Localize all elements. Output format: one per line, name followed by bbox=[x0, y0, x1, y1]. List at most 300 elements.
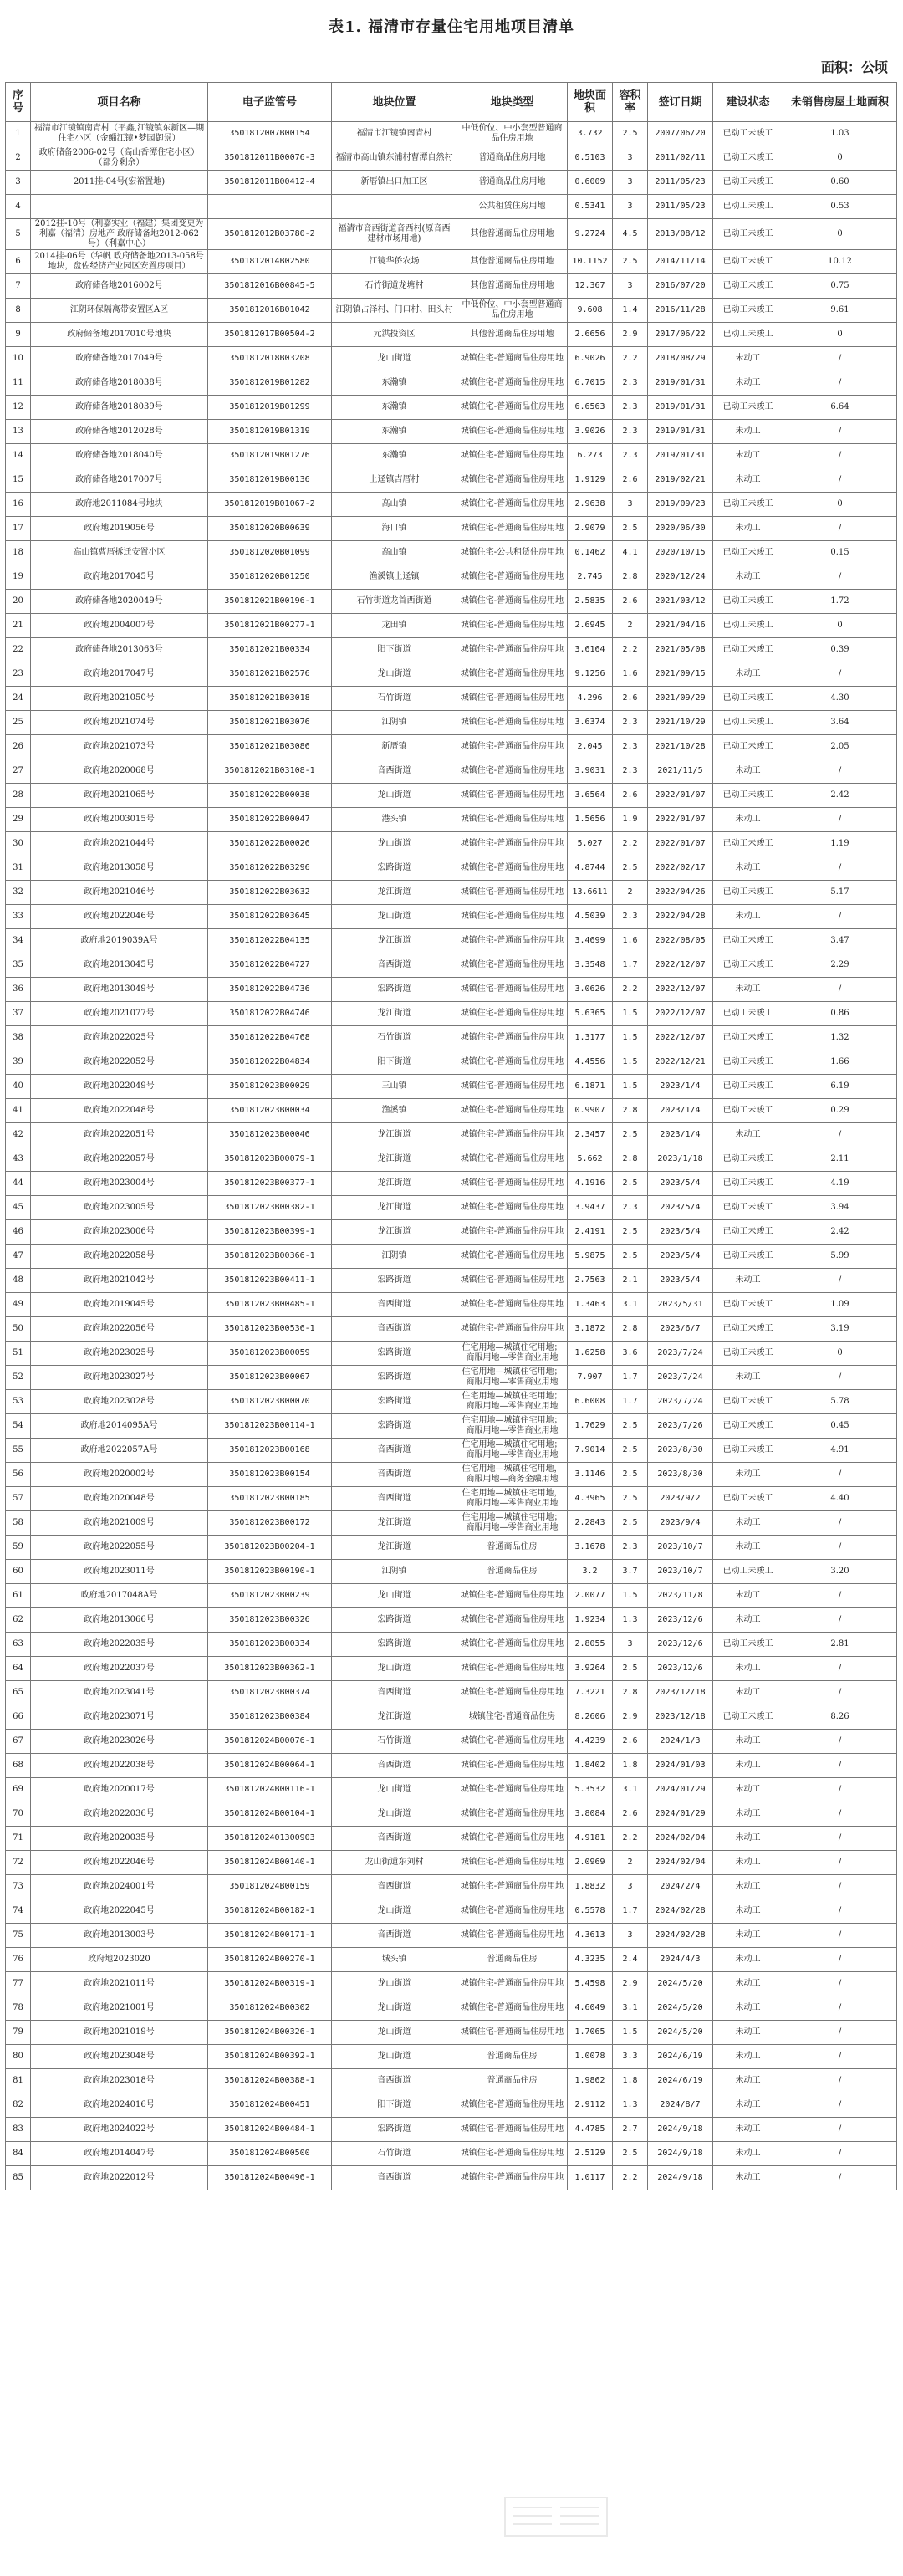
cell-area: 0.5578 bbox=[568, 1899, 613, 1924]
cell-index: 54 bbox=[6, 1414, 31, 1439]
cell-area: 0.5341 bbox=[568, 195, 613, 219]
cell-project-name: 政府储备地2017049号 bbox=[31, 347, 208, 371]
cell-land-type: 其他普通商品住房用地 bbox=[457, 250, 568, 274]
cell-plot-ratio: 3 bbox=[613, 274, 648, 299]
cell-plot-ratio: 1.5 bbox=[613, 1050, 648, 1075]
cell-index: 23 bbox=[6, 662, 31, 687]
cell-supervision-no: 3501812021B02576 bbox=[208, 662, 332, 687]
cell-area: 0.6009 bbox=[568, 171, 613, 195]
cell-index: 29 bbox=[6, 808, 31, 832]
cell-project-name: 政府地2022057A号 bbox=[31, 1439, 208, 1463]
table-row bbox=[6, 1245, 897, 1269]
table-row bbox=[6, 371, 897, 396]
cell-location: 龙江街道 bbox=[332, 1220, 457, 1245]
cell-sign-date: 2023/12/6 bbox=[648, 1633, 713, 1657]
cell-sign-date: 2021/10/29 bbox=[648, 711, 713, 735]
cell-area: 2.745 bbox=[568, 565, 613, 590]
cell-plot-ratio: 2.5 bbox=[613, 1487, 648, 1511]
cell-status: 已动工未竣工 bbox=[713, 784, 783, 808]
cell-project-name: 政府储备地2018040号 bbox=[31, 444, 208, 468]
cell-area: 3.6564 bbox=[568, 784, 613, 808]
cell-land-type: 城镇住宅-普通商品住房用地 bbox=[457, 1802, 568, 1827]
cell-sign-date: 2024/5/20 bbox=[648, 1996, 713, 2021]
cell-land-type: 城镇住宅-普通商品住房用地 bbox=[457, 1123, 568, 1147]
cell-supervision-no: 3501812023B00485-1 bbox=[208, 1293, 332, 1317]
cell-status: 已动工未竣工 bbox=[713, 735, 783, 759]
cell-supervision-no: 3501812021B03108-1 bbox=[208, 759, 332, 784]
cell-area: 2.6945 bbox=[568, 614, 613, 638]
cell-status: 已动工未竣工 bbox=[713, 1317, 783, 1342]
table-row bbox=[6, 1147, 897, 1172]
cell-land-type: 城镇住宅-普通商品住房用地 bbox=[457, 347, 568, 371]
table-row bbox=[6, 1026, 897, 1050]
cell-status: 已动工未竣工 bbox=[713, 323, 783, 347]
cell-status: 未动工 bbox=[713, 1366, 783, 1390]
cell-sign-date: 2023/7/26 bbox=[648, 1414, 713, 1439]
cell-sign-date: 2019/01/31 bbox=[648, 420, 713, 444]
table-row bbox=[6, 614, 897, 638]
cell-sign-date: 2022/12/21 bbox=[648, 1050, 713, 1075]
cell-unsold-area: / bbox=[783, 808, 897, 832]
cell-status: 已动工未竣工 bbox=[713, 832, 783, 856]
cell-area: 3.1146 bbox=[568, 1463, 613, 1487]
cell-unsold-area: 3.64 bbox=[783, 711, 897, 735]
cell-status: 已动工未竣工 bbox=[713, 590, 783, 614]
cell-status: 未动工 bbox=[713, 1899, 783, 1924]
cell-index: 36 bbox=[6, 978, 31, 1002]
cell-project-name: 政府地2023005号 bbox=[31, 1196, 208, 1220]
cell-land-type: 城镇住宅-普通商品住房用地 bbox=[457, 1050, 568, 1075]
cell-supervision-no: 3501812024B00116-1 bbox=[208, 1778, 332, 1802]
cell-index: 27 bbox=[6, 759, 31, 784]
cell-plot-ratio: 1.6 bbox=[613, 929, 648, 953]
table-row bbox=[6, 1778, 897, 1802]
cell-status: 未动工 bbox=[713, 444, 783, 468]
cell-project-name: 政府地2021065号 bbox=[31, 784, 208, 808]
cell-supervision-no: 3501812024B00326-1 bbox=[208, 2021, 332, 2045]
cell-unsold-area: / bbox=[783, 856, 897, 881]
cell-project-name: 高山镇曹厝拆迁安置小区 bbox=[31, 541, 208, 565]
cell-index: 83 bbox=[6, 2118, 31, 2142]
cell-unsold-area: / bbox=[783, 2142, 897, 2166]
cell-unsold-area: 2.11 bbox=[783, 1147, 897, 1172]
cell-land-type: 城镇住宅-普通商品住房用地 bbox=[457, 517, 568, 541]
cell-area: 0.9907 bbox=[568, 1099, 613, 1123]
cell-unsold-area: 1.32 bbox=[783, 1026, 897, 1050]
cell-sign-date: 2020/10/15 bbox=[648, 541, 713, 565]
table-row bbox=[6, 2142, 897, 2166]
cell-supervision-no: 3501812019B01067-2 bbox=[208, 493, 332, 517]
cell-location: 渔溪镇上迳镇 bbox=[332, 565, 457, 590]
cell-supervision-no: 3501812023B00536-1 bbox=[208, 1317, 332, 1342]
table-row bbox=[6, 517, 897, 541]
cell-location: 龙山街道 bbox=[332, 1899, 457, 1924]
cell-plot-ratio: 2.6 bbox=[613, 1730, 648, 1754]
table-row bbox=[6, 1414, 897, 1439]
cell-sign-date: 2023/9/2 bbox=[648, 1487, 713, 1511]
cell-area: 7.907 bbox=[568, 1366, 613, 1390]
cell-plot-ratio: 1.3 bbox=[613, 2093, 648, 2118]
table-row bbox=[6, 1536, 897, 1560]
cell-land-type: 城镇住宅-普通商品住房用地 bbox=[457, 929, 568, 953]
cell-plot-ratio: 2.6 bbox=[613, 1802, 648, 1827]
cell-index: 4 bbox=[6, 195, 31, 219]
cell-land-type: 城镇住宅-普通商品住房用地 bbox=[457, 1608, 568, 1633]
cell-project-name: 政府地2024016号 bbox=[31, 2093, 208, 2118]
cell-status: 未动工 bbox=[713, 1536, 783, 1560]
cell-location: 龙江街道 bbox=[332, 1002, 457, 1026]
land-project-table bbox=[5, 82, 897, 2190]
table-row bbox=[6, 1511, 897, 1536]
cell-unsold-area: / bbox=[783, 371, 897, 396]
cell-sign-date: 2014/11/14 bbox=[648, 250, 713, 274]
cell-index: 53 bbox=[6, 1390, 31, 1414]
cell-unsold-area: 0 bbox=[783, 146, 897, 171]
cell-unsold-area: / bbox=[783, 2021, 897, 2045]
cell-supervision-no: 3501812023B00168 bbox=[208, 1439, 332, 1463]
cell-land-type: 城镇住宅-普通商品住房用地 bbox=[457, 784, 568, 808]
cell-project-name: 政府地2021001号 bbox=[31, 1996, 208, 2021]
cell-location: 石竹街道龙塘村 bbox=[332, 274, 457, 299]
table-row bbox=[6, 881, 897, 905]
cell-status: 已动工未竣工 bbox=[713, 1026, 783, 1050]
table-row bbox=[6, 1705, 897, 1730]
cell-land-type: 普通商品住房 bbox=[457, 2045, 568, 2069]
cell-sign-date: 2022/12/07 bbox=[648, 953, 713, 978]
cell-project-name: 政府地2019045号 bbox=[31, 1293, 208, 1317]
table-row bbox=[6, 2069, 897, 2093]
cell-location: 元洪投资区 bbox=[332, 323, 457, 347]
cell-location: 音西街道 bbox=[332, 2166, 457, 2190]
table-row bbox=[6, 687, 897, 711]
cell-location: 龙山街道 bbox=[332, 2045, 457, 2069]
cell-location: 三山镇 bbox=[332, 1075, 457, 1099]
cell-area: 5.3532 bbox=[568, 1778, 613, 1802]
cell-sign-date: 2013/08/12 bbox=[648, 219, 713, 250]
cell-plot-ratio: 2.5 bbox=[613, 1657, 648, 1681]
cell-land-type: 其他普通商品住房用地 bbox=[457, 274, 568, 299]
table-row bbox=[6, 1996, 897, 2021]
cell-index: 67 bbox=[6, 1730, 31, 1754]
cell-area: 4.3613 bbox=[568, 1924, 613, 1948]
cell-land-type: 城镇住宅-普通商品住房用地 bbox=[457, 1196, 568, 1220]
cell-unsold-area: / bbox=[783, 1899, 897, 1924]
table-row bbox=[6, 1875, 897, 1899]
cell-area: 0.1462 bbox=[568, 541, 613, 565]
cell-location: 石竹街道 bbox=[332, 1730, 457, 1754]
cell-location: 宏路街道 bbox=[332, 978, 457, 1002]
cell-unsold-area: 0.39 bbox=[783, 638, 897, 662]
cell-land-type: 住宅用地—城镇住宅用地；商服用地—零售商业用地 bbox=[457, 1342, 568, 1366]
table-row bbox=[6, 299, 897, 323]
cell-status: 已动工未竣工 bbox=[713, 250, 783, 274]
cell-supervision-no: 3501812023B00172 bbox=[208, 1511, 332, 1536]
cell-plot-ratio: 2.4 bbox=[613, 1948, 648, 1972]
table-row bbox=[6, 1827, 897, 1851]
cell-land-type: 城镇住宅-普通商品住房用地 bbox=[457, 662, 568, 687]
table-row bbox=[6, 2166, 897, 2190]
cell-index: 80 bbox=[6, 2045, 31, 2069]
cell-location: 龙山街道 bbox=[332, 347, 457, 371]
table-row bbox=[6, 1196, 897, 1220]
cell-status: 已动工未竣工 bbox=[713, 274, 783, 299]
cell-land-type: 城镇住宅-普通商品住房用地 bbox=[457, 978, 568, 1002]
cell-area: 2.3457 bbox=[568, 1123, 613, 1147]
cell-project-name: 政府地2019056号 bbox=[31, 517, 208, 541]
cell-plot-ratio: 2.3 bbox=[613, 420, 648, 444]
header-supervision-no: 电子监管号 bbox=[208, 83, 332, 122]
cell-unsold-area: / bbox=[783, 1754, 897, 1778]
cell-area: 9.608 bbox=[568, 299, 613, 323]
cell-unsold-area: 1.66 bbox=[783, 1050, 897, 1075]
header-index: 序号 bbox=[6, 83, 31, 122]
cell-location: 龙山街道 bbox=[332, 905, 457, 929]
cell-supervision-no: 3501812011B00076-3 bbox=[208, 146, 332, 171]
cell-area: 1.3463 bbox=[568, 1293, 613, 1317]
cell-sign-date: 2024/01/03 bbox=[648, 1754, 713, 1778]
cell-sign-date: 2011/05/23 bbox=[648, 171, 713, 195]
cell-location: 音西街道 bbox=[332, 1463, 457, 1487]
cell-land-type: 城镇住宅-普通商品住房用地 bbox=[457, 735, 568, 759]
cell-area: 12.367 bbox=[568, 274, 613, 299]
cell-sign-date: 2023/1/4 bbox=[648, 1099, 713, 1123]
cell-supervision-no: 3501812024B00451 bbox=[208, 2093, 332, 2118]
cell-index: 81 bbox=[6, 2069, 31, 2093]
cell-status: 未动工 bbox=[713, 1778, 783, 1802]
cell-unsold-area: 9.61 bbox=[783, 299, 897, 323]
cell-index: 48 bbox=[6, 1269, 31, 1293]
cell-unsold-area: 0 bbox=[783, 323, 897, 347]
cell-project-name: 政府地2022049号 bbox=[31, 1075, 208, 1099]
cell-location: 阳下街道 bbox=[332, 1050, 457, 1075]
cell-area: 0.5103 bbox=[568, 146, 613, 171]
cell-land-type: 城镇住宅-公共租赁住房用地 bbox=[457, 541, 568, 565]
cell-status: 未动工 bbox=[713, 662, 783, 687]
cell-index: 33 bbox=[6, 905, 31, 929]
cell-project-name: 政府地2023004号 bbox=[31, 1172, 208, 1196]
cell-unsold-area: 4.91 bbox=[783, 1439, 897, 1463]
cell-area: 4.296 bbox=[568, 687, 613, 711]
cell-land-type: 住宅用地—城镇住宅用地；商服用地—零售商业用地 bbox=[457, 1414, 568, 1439]
cell-unsold-area: / bbox=[783, 1802, 897, 1827]
cell-plot-ratio: 3.7 bbox=[613, 1560, 648, 1584]
table-row bbox=[6, 929, 897, 953]
cell-project-name: 政府地2023028号 bbox=[31, 1390, 208, 1414]
cell-sign-date: 2023/10/7 bbox=[648, 1536, 713, 1560]
cell-land-type: 普通商品住房 bbox=[457, 2069, 568, 2093]
table-row bbox=[6, 1002, 897, 1026]
cell-land-type: 城镇住宅-普通商品住房用地 bbox=[457, 565, 568, 590]
cell-land-type: 城镇住宅-普通商品住房用地 bbox=[457, 1657, 568, 1681]
cell-location: 上迳镇吉厝村 bbox=[332, 468, 457, 493]
cell-unsold-area: / bbox=[783, 1681, 897, 1705]
cell-location: 音西街道 bbox=[332, 1827, 457, 1851]
cell-index: 63 bbox=[6, 1633, 31, 1657]
cell-land-type: 普通商品住房 bbox=[457, 1948, 568, 1972]
cell-project-name: 政府储备地2020049号 bbox=[31, 590, 208, 614]
cell-index: 52 bbox=[6, 1366, 31, 1390]
cell-area: 2.8055 bbox=[568, 1633, 613, 1657]
cell-area: 4.9181 bbox=[568, 1827, 613, 1851]
cell-location: 东瀚镇 bbox=[332, 396, 457, 420]
cell-location: 音西街道 bbox=[332, 953, 457, 978]
cell-area: 3.8084 bbox=[568, 1802, 613, 1827]
cell-area: 3.3548 bbox=[568, 953, 613, 978]
table-row bbox=[6, 1657, 897, 1681]
cell-unsold-area: 0 bbox=[783, 1342, 897, 1366]
cell-plot-ratio: 2.9 bbox=[613, 323, 648, 347]
cell-area: 4.3965 bbox=[568, 1487, 613, 1511]
cell-location: 江镜华侨农场 bbox=[332, 250, 457, 274]
cell-supervision-no: 3501812022B04746 bbox=[208, 1002, 332, 1026]
cell-unsold-area: 0.86 bbox=[783, 1002, 897, 1026]
cell-location: 龙江街道 bbox=[332, 1147, 457, 1172]
cell-plot-ratio: 3 bbox=[613, 1633, 648, 1657]
cell-status: 未动工 bbox=[713, 808, 783, 832]
cell-project-name: 政府储备地2017007号 bbox=[31, 468, 208, 493]
cell-project-name: 政府地2020048号 bbox=[31, 1487, 208, 1511]
cell-area: 1.9862 bbox=[568, 2069, 613, 2093]
cell-location: 龙山街道 bbox=[332, 784, 457, 808]
cell-sign-date: 2023/5/4 bbox=[648, 1172, 713, 1196]
header-area: 地块面积 bbox=[568, 83, 613, 122]
cell-location: 宏路街道 bbox=[332, 1633, 457, 1657]
cell-plot-ratio: 2.3 bbox=[613, 711, 648, 735]
table-row bbox=[6, 1123, 897, 1147]
cell-plot-ratio: 2.5 bbox=[613, 1463, 648, 1487]
cell-location: 龙山街道 bbox=[332, 1996, 457, 2021]
cell-location: 江阴镇 bbox=[332, 1560, 457, 1584]
cell-unsold-area: / bbox=[783, 1778, 897, 1802]
cell-location: 石竹街道 bbox=[332, 1026, 457, 1050]
cell-land-type: 普通商品住房 bbox=[457, 1536, 568, 1560]
cell-land-type: 城镇住宅-普通商品住房用地 bbox=[457, 1584, 568, 1608]
cell-supervision-no: 3501812024B00484-1 bbox=[208, 2118, 332, 2142]
cell-location: 新厝镇 bbox=[332, 735, 457, 759]
cell-unsold-area: 1.19 bbox=[783, 832, 897, 856]
cell-project-name: 政府地2022051号 bbox=[31, 1123, 208, 1147]
cell-sign-date: 2023/5/4 bbox=[648, 1245, 713, 1269]
cell-project-name: 政府地2021074号 bbox=[31, 711, 208, 735]
cell-project-name: 政府地2003015号 bbox=[31, 808, 208, 832]
cell-plot-ratio: 3 bbox=[613, 493, 648, 517]
cell-project-name: 政府地2021019号 bbox=[31, 2021, 208, 2045]
cell-unsold-area: 0.15 bbox=[783, 541, 897, 565]
cell-index: 20 bbox=[6, 590, 31, 614]
cell-status: 未动工 bbox=[713, 2093, 783, 2118]
cell-area: 4.4239 bbox=[568, 1730, 613, 1754]
cell-sign-date: 2024/01/29 bbox=[648, 1802, 713, 1827]
cell-land-type: 城镇住宅-普通商品住房用地 bbox=[457, 1026, 568, 1050]
cell-area: 6.6563 bbox=[568, 396, 613, 420]
cell-location: 高山镇 bbox=[332, 541, 457, 565]
cell-land-type: 普通商品住房 bbox=[457, 1560, 568, 1584]
cell-sign-date: 2024/02/28 bbox=[648, 1924, 713, 1948]
cell-area: 4.3235 bbox=[568, 1948, 613, 1972]
table-row bbox=[6, 638, 897, 662]
cell-unsold-area: / bbox=[783, 978, 897, 1002]
cell-location: 龙江街道 bbox=[332, 1196, 457, 1220]
cell-supervision-no: 3501812023B00046 bbox=[208, 1123, 332, 1147]
cell-status: 已动工未竣工 bbox=[713, 1172, 783, 1196]
cell-location: 龙江街道 bbox=[332, 1511, 457, 1536]
cell-sign-date: 2024/02/04 bbox=[648, 1851, 713, 1875]
cell-area: 2.2843 bbox=[568, 1511, 613, 1536]
cell-land-type: 城镇住宅-普通商品住房用地 bbox=[457, 420, 568, 444]
cell-sign-date: 2024/2/4 bbox=[648, 1875, 713, 1899]
cell-area: 4.1916 bbox=[568, 1172, 613, 1196]
cell-status: 已动工未竣工 bbox=[713, 146, 783, 171]
cell-index: 50 bbox=[6, 1317, 31, 1342]
cell-unsold-area: 5.17 bbox=[783, 881, 897, 905]
cell-unsold-area: 2.29 bbox=[783, 953, 897, 978]
cell-supervision-no: 3501812019B01282 bbox=[208, 371, 332, 396]
cell-index: 49 bbox=[6, 1293, 31, 1317]
cell-area: 9.2724 bbox=[568, 219, 613, 250]
table-row bbox=[6, 2118, 897, 2142]
cell-sign-date: 2024/9/18 bbox=[648, 2166, 713, 2190]
cell-land-type: 城镇住宅-普通商品住房用地 bbox=[457, 1245, 568, 1269]
cell-land-type: 城镇住宅-普通商品住房用地 bbox=[457, 1293, 568, 1317]
cell-area: 1.9129 bbox=[568, 468, 613, 493]
cell-plot-ratio: 1.7 bbox=[613, 1899, 648, 1924]
cell-land-type: 城镇住宅-普通商品住房用地 bbox=[457, 1972, 568, 1996]
cell-land-type: 城镇住宅-普通商品住房用地 bbox=[457, 1899, 568, 1924]
cell-area: 6.7015 bbox=[568, 371, 613, 396]
cell-area: 1.0117 bbox=[568, 2166, 613, 2190]
cell-plot-ratio: 2.8 bbox=[613, 1099, 648, 1123]
cell-area: 6.6008 bbox=[568, 1390, 613, 1414]
cell-unsold-area: / bbox=[783, 1657, 897, 1681]
cell-supervision-no: 3501812016B00845-5 bbox=[208, 274, 332, 299]
cell-index: 37 bbox=[6, 1002, 31, 1026]
cell-area: 4.4785 bbox=[568, 2118, 613, 2142]
cell-location: 阳下街道 bbox=[332, 638, 457, 662]
cell-unsold-area: / bbox=[783, 565, 897, 590]
cell-plot-ratio: 2.5 bbox=[613, 1220, 648, 1245]
cell-land-type: 城镇住宅-普通商品住房用地 bbox=[457, 444, 568, 468]
cell-plot-ratio: 1.8 bbox=[613, 1754, 648, 1778]
header-land-type: 地块类型 bbox=[457, 83, 568, 122]
cell-index: 14 bbox=[6, 444, 31, 468]
cell-land-type: 普通商品住房用地 bbox=[457, 146, 568, 171]
cell-unsold-area: 5.99 bbox=[783, 1245, 897, 1269]
cell-project-name: 政府地2013049号 bbox=[31, 978, 208, 1002]
cell-plot-ratio: 2.6 bbox=[613, 468, 648, 493]
cell-index: 40 bbox=[6, 1075, 31, 1099]
cell-sign-date: 2022/12/07 bbox=[648, 978, 713, 1002]
cell-plot-ratio: 2.7 bbox=[613, 2118, 648, 2142]
cell-project-name: 政府地2022038号 bbox=[31, 1754, 208, 1778]
cell-sign-date: 2023/1/18 bbox=[648, 1147, 713, 1172]
cell-sign-date: 2023/7/24 bbox=[648, 1366, 713, 1390]
cell-status: 已动工未竣工 bbox=[713, 493, 783, 517]
cell-project-name: 政府地2021073号 bbox=[31, 735, 208, 759]
cell-location: 龙江街道 bbox=[332, 1705, 457, 1730]
cell-unsold-area: 0 bbox=[783, 219, 897, 250]
cell-area: 3.9437 bbox=[568, 1196, 613, 1220]
cell-land-type: 城镇住宅-普通商品住房用地 bbox=[457, 614, 568, 638]
cell-project-name: 2011挂-04号(宏裕置地) bbox=[31, 171, 208, 195]
cell-unsold-area: 0.53 bbox=[783, 195, 897, 219]
cell-unsold-area: / bbox=[783, 1366, 897, 1390]
cell-supervision-no: 3501812023B00384 bbox=[208, 1705, 332, 1730]
cell-sign-date: 2011/02/11 bbox=[648, 146, 713, 171]
cell-status: 已动工未竣工 bbox=[713, 1050, 783, 1075]
cell-area: 2.9638 bbox=[568, 493, 613, 517]
cell-project-name: 政府地2022057号 bbox=[31, 1147, 208, 1172]
cell-status: 未动工 bbox=[713, 2142, 783, 2166]
